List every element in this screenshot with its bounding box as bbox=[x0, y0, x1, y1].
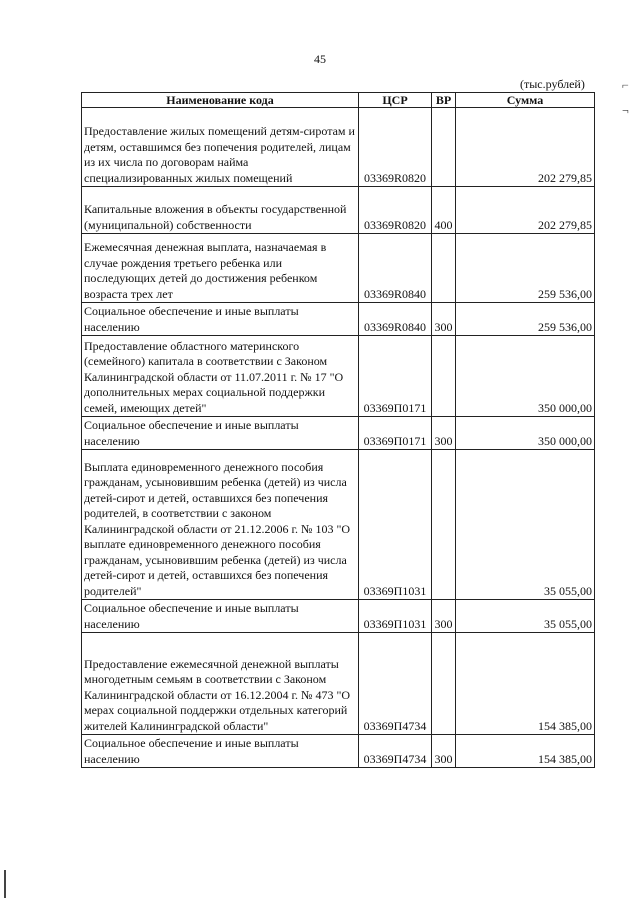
row-vr: 300 bbox=[432, 417, 456, 450]
row-sum: 350 000,00 bbox=[456, 417, 595, 450]
row-name: Предоставление областного материнского (семейного) капитала в соответствии с Законом Калининградской области от 11.07.2011 г. № 17 "О дополнительных мерах социальной поддержки семей, имеющих детей" bbox=[82, 336, 359, 417]
row-vr bbox=[432, 108, 456, 187]
table-row bbox=[82, 108, 595, 187]
row-sum: 350 000,00 bbox=[456, 336, 595, 417]
row-vr: 300 bbox=[432, 600, 456, 633]
row-name: Социальное обеспечение и иные выплаты населению bbox=[82, 303, 359, 336]
margin-scan-mark: ¬ bbox=[622, 103, 629, 117]
table-row bbox=[82, 234, 595, 303]
row-vr bbox=[432, 633, 456, 735]
row-sum: 154 385,00 bbox=[456, 735, 595, 768]
row-name: Предоставление ежемесячной денежной выплаты многодетным семьям в соответствии с Законом Калининградской области от 16.12.2004 г. № 473 "О мерах социальной поддержки отдельных категорий жителей Калининградской области" bbox=[82, 633, 359, 735]
header-sum: Сумма bbox=[456, 93, 595, 108]
row-name: Выплата единовременного денежного пособия гражданам, усыновившим ребенка (детей) из числа детей-сирот и детей, оставшихся без попечения родителей, в соответствии с законом Калининградской области от 21.12.2006 г. № 103 "О выплате единовременного денежного пособия гражданам, усыновившим ребенка (детей) из числа детей-сирот и детей, оставшихся без попечения родителей" bbox=[82, 450, 359, 600]
row-sum: 259 536,00 bbox=[456, 303, 595, 336]
row-code: 03369П1031 bbox=[359, 450, 432, 600]
row-name: Ежемесячная денежная выплата, назначаемая в случае рождения третьего ребенка или последующих детей до достижения ребенком возраста трех лет bbox=[82, 234, 359, 303]
row-sum: 202 279,85 bbox=[456, 187, 595, 234]
row-code: 03369R0820 bbox=[359, 108, 432, 187]
row-vr: 300 bbox=[432, 303, 456, 336]
margin-scan-mark: ⌐ bbox=[622, 78, 629, 92]
row-name: Предоставление жилых помещений детям-сиротам и детям, оставшимся без попечения родителей, лицам из их числа по договорам найма специализированных жилых помещений bbox=[82, 108, 359, 187]
row-code: 03369П1031 bbox=[359, 600, 432, 633]
units-label: (тыс.рублей) bbox=[520, 77, 585, 91]
table-row bbox=[82, 187, 595, 234]
row-name: Социальное обеспечение и иные выплаты населению bbox=[82, 417, 359, 450]
row-name: Капитальные вложения в объекты государственной (муниципальной) собственности bbox=[82, 187, 359, 234]
row-code: 03369R0840 bbox=[359, 303, 432, 336]
row-code: 03369П4734 bbox=[359, 633, 432, 735]
row-code: 03369П0171 bbox=[359, 417, 432, 450]
row-vr bbox=[432, 336, 456, 417]
row-code: 03369R0840 bbox=[359, 234, 432, 303]
row-name: Социальное обеспечение и иные выплаты населению bbox=[82, 600, 359, 633]
page-number: 45 bbox=[314, 52, 326, 66]
table-row bbox=[82, 336, 595, 417]
row-sum: 35 055,00 bbox=[456, 450, 595, 600]
row-code: 03369R0820 bbox=[359, 187, 432, 234]
row-vr: 300 bbox=[432, 735, 456, 768]
row-name: Социальное обеспечение и иные выплаты населению bbox=[82, 735, 359, 768]
header-name: Наименование кода bbox=[82, 93, 359, 108]
row-vr bbox=[432, 234, 456, 303]
row-sum: 202 279,85 bbox=[456, 108, 595, 187]
table-header-row bbox=[82, 93, 595, 108]
row-vr bbox=[432, 450, 456, 600]
table-row bbox=[82, 417, 595, 450]
header-vr: ВР bbox=[432, 93, 456, 108]
table-row bbox=[82, 450, 595, 600]
table-row bbox=[82, 303, 595, 336]
header-code: ЦСР bbox=[359, 93, 432, 108]
table-row bbox=[82, 600, 595, 633]
row-code: 03369П0171 bbox=[359, 336, 432, 417]
row-sum: 154 385,00 bbox=[456, 633, 595, 735]
table-row bbox=[82, 735, 595, 768]
scan-edge-mark bbox=[4, 870, 6, 898]
row-code: 03369П4734 bbox=[359, 735, 432, 768]
row-vr: 400 bbox=[432, 187, 456, 234]
row-sum: 35 055,00 bbox=[456, 600, 595, 633]
row-sum: 259 536,00 bbox=[456, 234, 595, 303]
budget-table bbox=[81, 92, 595, 768]
table-row bbox=[82, 633, 595, 735]
